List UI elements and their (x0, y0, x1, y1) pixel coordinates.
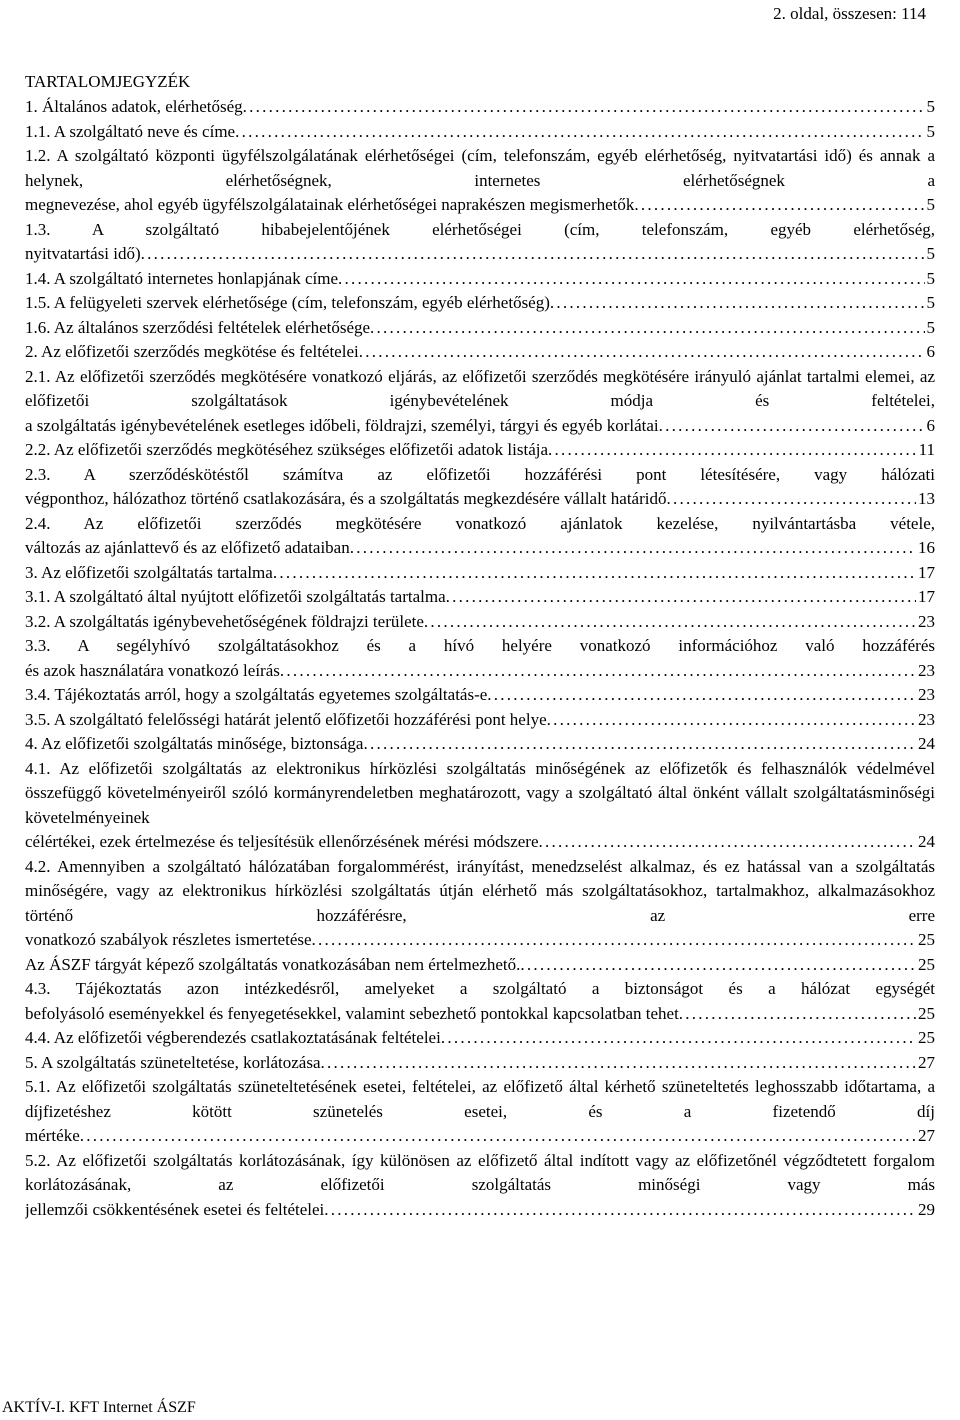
toc-entry-line (25, 316, 935, 341)
toc-entry-line (25, 414, 935, 439)
toc-entry-line (25, 953, 935, 978)
toc-entry-title: 4. Az előfizetői szolgáltatás minősége, biztonsága . . . (25, 732, 916, 757)
toc-entry-line (25, 708, 935, 733)
toc-title: TARTALOMJEGYZÉK (25, 72, 191, 91)
toc-entry[interactable] (25, 953, 935, 978)
toc-entry[interactable] (25, 463, 935, 512)
toc-entry-line (25, 291, 935, 316)
toc-page-number: 24 (918, 832, 935, 851)
toc-page-number: 17 (918, 562, 935, 582)
toc-entry[interactable] (25, 610, 935, 635)
toc-entry[interactable] (25, 316, 935, 341)
toc-page-number: 6 (926, 342, 935, 361)
toc-entry-line (25, 1002, 935, 1027)
toc-entry[interactable] (25, 365, 935, 439)
toc-entry-text: 2.1. Az előfizetői szerződés megkötésére vonatkozó eljárás, az előfizetői szerződés megkötésére irányuló ajánlat tartalmi elemei, az előfizetői szolgáltatások igénybevételének módja és feltételei, (25, 366, 935, 410)
toc-entry-line (25, 438, 935, 463)
toc-entry-title: változás az ajánlattevő és az előfizető adataiban . . . (25, 536, 916, 561)
toc-page-number: 11 (918, 440, 935, 459)
toc-page-number: 23 (918, 660, 935, 680)
toc-entry-line (25, 487, 935, 512)
toc-entry-title: nyitvatartási idő) . . . (25, 242, 925, 267)
toc-page-number: 27 (918, 1052, 935, 1072)
toc-entry-line (25, 610, 935, 635)
toc-entry-title: 1.4. A szolgáltató internetes honlapjának címe . . . (25, 267, 925, 292)
toc-entry-title: 3.4. Tájékoztatás arról, hogy a szolgáltatás egyetemes szolgáltatás-e . . . (25, 683, 916, 708)
toc-entry-title: végponthoz, hálózathoz történő csatlakozására, és a szolgáltatás megkezdésére vállalt határidő . . . (25, 487, 916, 512)
toc-entry[interactable] (25, 1051, 935, 1076)
toc-entry-text: 4.1. Az előfizetői szolgáltatás az elektronikus hírközlési szolgáltatás minőségének az előfizetők és felhasználók védelmével összefüggő követelményeiről szóló kormányrendeletben meghatározott, vagy a szolgáltató által önként vállalt szolgáltatásminőségi követelményeinek (25, 758, 935, 827)
toc-entry-text: 5.2. Az előfizetői szolgáltatás korlátozásának, így különösen az előfizető által indított vagy az előfizetőnél végződtetett forgalom korlátozásának, az előfizetői szolgáltatás minőségi vagy más (25, 1150, 935, 1194)
toc-entry-title: jellemzői csökkentésének esetei és feltételei . . . (25, 1198, 916, 1223)
toc-page-number: 23 (918, 611, 935, 631)
toc-entry[interactable] (25, 757, 935, 855)
toc-entry-line (25, 928, 935, 953)
toc-page-number: 25 (918, 1028, 935, 1047)
toc-entry-title: befolyásoló eseményekkel és fenyegetésekkel, valamint sebezhető pontokkal kapcsolatban tehet . . . (25, 1002, 916, 1027)
toc-entry-text: 4.3. Tájékoztatás azon intézkedésről, amelyeket a szolgáltató a biztonságot és a hálózat egységét (25, 979, 935, 998)
toc-entry-title: megnevezése, ahol egyéb ügyfélszolgálatainak elérhetőségei naprakészen megismerhetők . . . (25, 193, 925, 218)
toc-entry[interactable] (25, 855, 935, 953)
toc-entry[interactable] (25, 1149, 935, 1223)
toc-entry-title: 3.1. A szolgáltató által nyújtott előfizetői szolgáltatás tartalma . . . (25, 585, 916, 610)
toc-entry[interactable] (25, 683, 935, 708)
toc-entry-line (25, 242, 935, 267)
toc-entry-title: 3.2. A szolgáltatás igénybevehetőségének földrajzi területe . . . (25, 610, 916, 635)
toc-entry-title: vonatkozó szabályok részletes ismertetése . . . (25, 928, 916, 953)
toc-entry-line (25, 561, 935, 586)
toc-entry-line (25, 585, 935, 610)
toc-entry-title: mértéke . . . (25, 1124, 916, 1149)
toc-entry[interactable] (25, 1075, 935, 1149)
toc-entry-title: 1.6. Az általános szerződési feltételek elérhetősége . . . (25, 316, 925, 341)
table-of-contents (25, 95, 935, 1222)
toc-page-number: 23 (918, 685, 935, 704)
toc-entry-title: 2.2. Az előfizetői szerződés megkötéséhez szükséges előfizetői adatok listája . . . (25, 438, 917, 463)
toc-entry[interactable] (25, 144, 935, 218)
toc-entry[interactable] (25, 340, 935, 365)
toc-entry-title: a szolgáltatás igénybevételének esetleges időbeli, földrajzi, személyi, tárgyi és egyéb korlátai . . . (25, 414, 925, 439)
toc-entry-line (25, 536, 935, 561)
toc-page-number: 6 (926, 415, 935, 435)
toc-entry-title: 3. Az előfizetői szolgáltatás tartalma . . . (25, 561, 916, 586)
toc-entry-line (25, 267, 935, 292)
toc-page-number: 25 (918, 954, 935, 974)
toc-entry-line (25, 120, 935, 145)
toc-page-number: 5 (926, 97, 935, 116)
toc-entry-text: 1.3. A szolgáltató hibabejelentőjének elérhetőségei (cím, telefonszám, egyéb elérhetőség, (25, 219, 935, 239)
toc-page-number: 13 (918, 489, 935, 508)
toc-page-number: 5 (926, 293, 935, 312)
toc-entry[interactable] (25, 218, 935, 267)
toc-page-number: 17 (918, 587, 935, 606)
toc-entry-text: 2.4. Az előfizetői szerződés megkötésére vonatkozó ajánlatok kezelése, nyilvántartásba vétele, (25, 513, 935, 533)
page-number-header: 2. oldal, összesen: 114 (773, 4, 926, 23)
toc-entry-title: 2. Az előfizetői szerződés megkötése és feltételei . . . (25, 340, 925, 365)
toc-entry-line (25, 1026, 935, 1051)
toc-entry-title: 4.4. Az előfizetői végberendezés csatlakoztatásának feltételei . . . (25, 1026, 916, 1051)
toc-entry-line (25, 340, 935, 365)
toc-entry[interactable] (25, 585, 935, 610)
toc-entry-line (25, 830, 935, 855)
toc-entry-line (25, 95, 935, 120)
toc-page-number: 25 (918, 1003, 935, 1023)
toc-entry[interactable] (25, 634, 935, 683)
toc-entry-line (25, 683, 935, 708)
toc-page-number: 5 (926, 121, 935, 141)
toc-entry-text: 4.2. Amennyiben a szolgáltató hálózatában forgalommérést, irányítást, menedzselést alkalmaz, és ez hatással van a szolgáltatás minőségére, vagy az elektronikus hírközlési szolgáltatás útján elérhető más szolgáltatásokhoz, tartalmakhoz, alkalmazásokhoz történő hozzáférésre, az erre (25, 856, 935, 925)
toc-entry[interactable] (25, 1026, 935, 1051)
toc-page-number: 29 (918, 1199, 935, 1219)
toc-entry-text: 5.1. Az előfizetői szolgáltatás szüneteltetésének esetei, feltételei, az előfizető által kérhető szüneteltetés leghosszabb időtartama, a díjfizetéshez kötött szünetelés esetei, és a fizetendő díj (25, 1077, 935, 1121)
toc-page-number: 5 (926, 244, 935, 263)
toc-entry-title: 3.5. A szolgáltató felelősségi határát jelentő előfizetői hozzáférési pont helye . . . (25, 708, 916, 733)
toc-entry-title: 1. Általános adatok, elérhetőség . . . (25, 95, 925, 120)
toc-page-number: 5 (926, 195, 935, 214)
toc-entry-line (25, 1051, 935, 1076)
toc-entry-line (25, 732, 935, 757)
page-footer: AKTÍV-I. KFT Internet ÁSZF (2, 1399, 196, 1416)
toc-page-number: 5 (926, 268, 935, 288)
toc-entry[interactable] (25, 977, 935, 1026)
toc-entry-title: 5. A szolgáltatás szüneteltetése, korlátozása . . . (25, 1051, 916, 1076)
toc-page-number: 24 (918, 734, 935, 753)
toc-page-number: 25 (918, 930, 935, 949)
toc-entry[interactable] (25, 95, 935, 120)
toc-entry-title: 1.5. A felügyeleti szervek elérhetősége (cím, telefonszám, egyéb elérhetőség) . . . (25, 291, 925, 316)
toc-entry-line (25, 1198, 935, 1223)
toc-entry[interactable] (25, 512, 935, 561)
toc-entry[interactable] (25, 561, 935, 586)
toc-entry[interactable] (25, 267, 935, 292)
toc-entry-text: 3.3. A segélyhívó szolgáltatásokhoz és a hívó helyére vonatkozó információhoz való hozzáférés (25, 636, 935, 655)
toc-page-number: 23 (918, 709, 935, 729)
toc-entry[interactable] (25, 708, 935, 733)
toc-entry-title: 1.1. A szolgáltató neve és címe . . . (25, 120, 925, 145)
toc-page-number: 27 (918, 1126, 935, 1145)
toc-entry[interactable] (25, 732, 935, 757)
toc-entry-title: célértékei, ezek értelmezése és teljesítésük ellenőrzésének mérési módszere . . . (25, 830, 916, 855)
toc-entry-text: 2.3. A szerződéskötéstől számítva az előfizetői hozzáférési pont létesítésére, vagy hálózati (25, 464, 935, 484)
toc-entry[interactable] (25, 438, 935, 463)
toc-entry[interactable] (25, 120, 935, 145)
toc-page-number: 5 (926, 317, 935, 337)
toc-entry-title: és azok használatára vonatkozó leírás . . . (25, 659, 916, 684)
toc-entry-line (25, 193, 935, 218)
toc-entry-line (25, 659, 935, 684)
toc-page-number: 16 (918, 538, 935, 557)
toc-entry-line (25, 1124, 935, 1149)
toc-entry[interactable] (25, 291, 935, 316)
toc-entry-title: Az ÁSZF tárgyát képező szolgáltatás vonatkozásában nem értelmezhető. . . . (25, 953, 916, 978)
toc-entry-text: 1.2. A szolgáltató központi ügyfélszolgálatának elérhetőségei (cím, telefonszám, egyéb elérhetőség, nyitvatartási idő) és annak a helynek, elérhetőségnek, internetes elérhetőségnek a (25, 146, 935, 190)
